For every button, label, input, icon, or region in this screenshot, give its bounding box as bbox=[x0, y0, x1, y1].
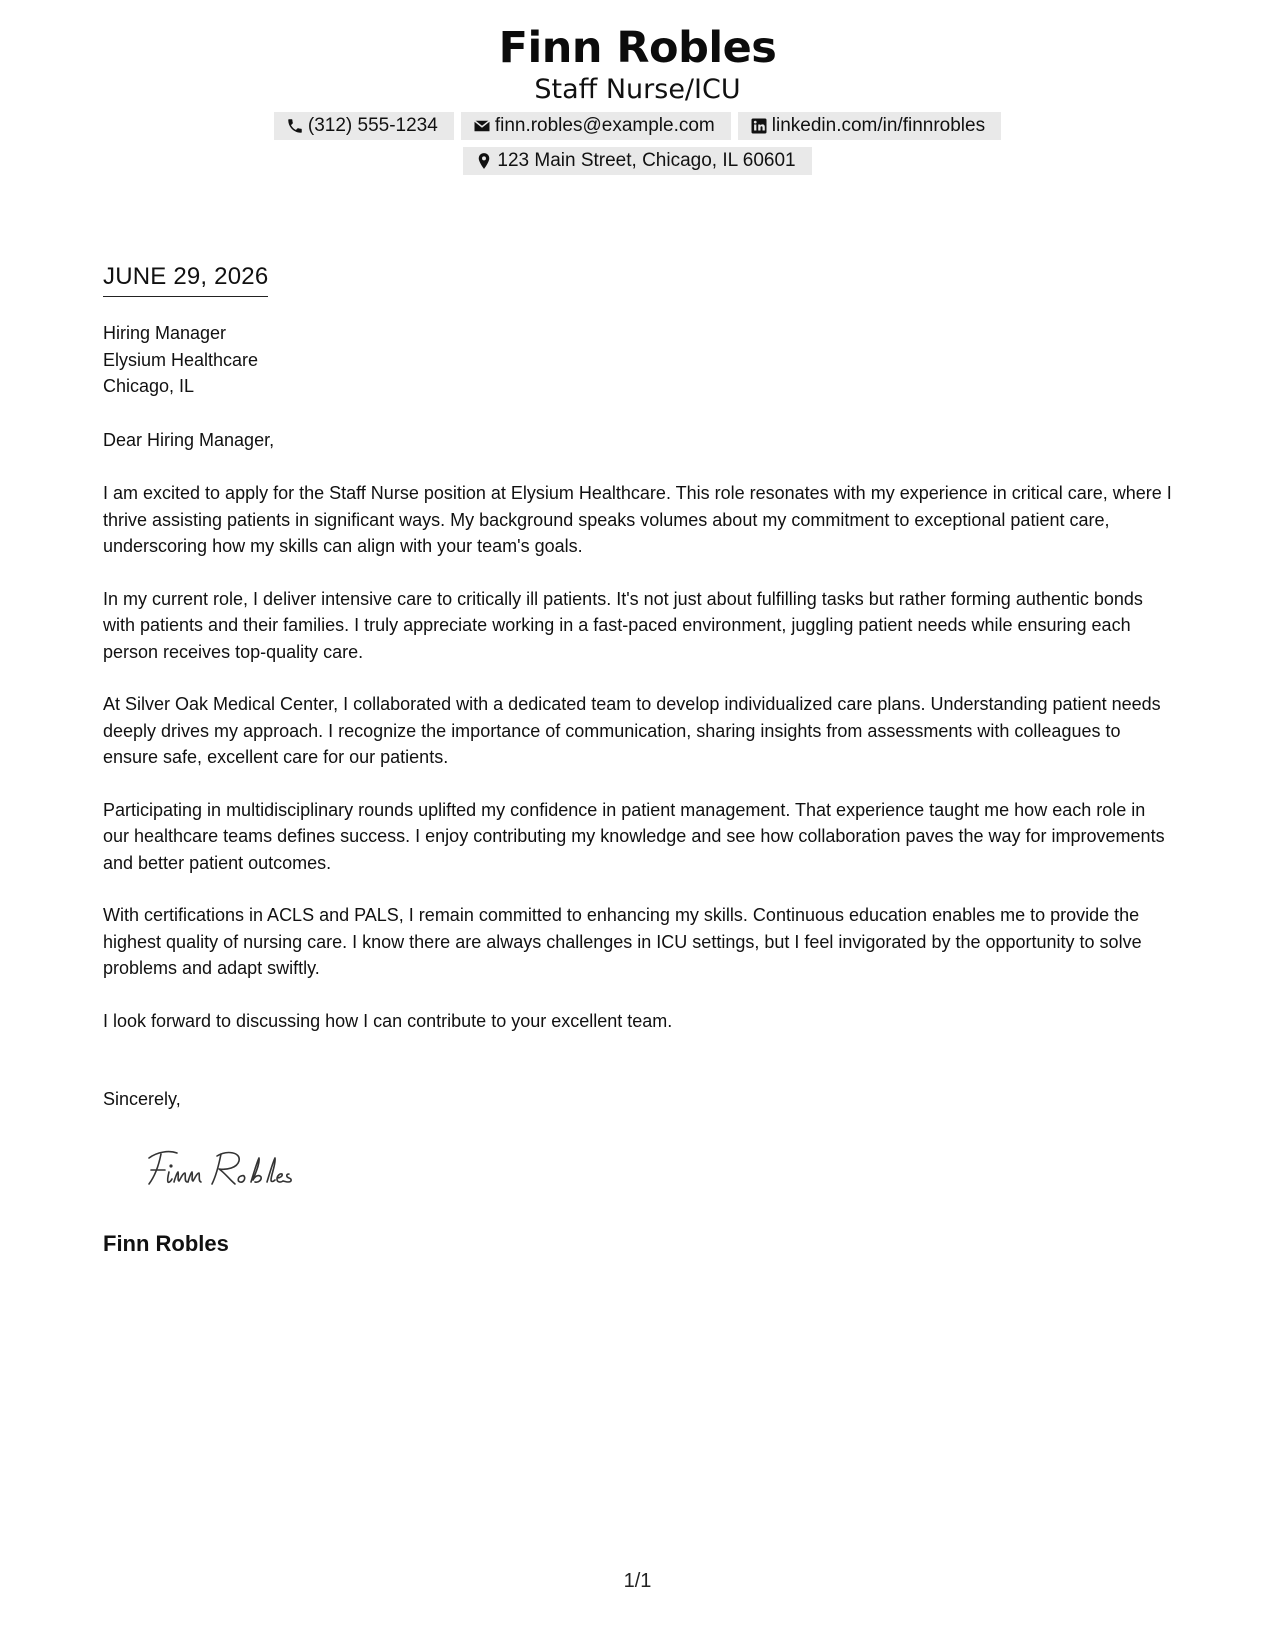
body-paragraph: I look forward to discussing how I can contribute to your excellent team. bbox=[103, 1010, 673, 1031]
letter-date: JUNE 29, 2026 bbox=[103, 262, 268, 297]
letter-body bbox=[103, 480, 1175, 1060]
recipient-line: Hiring Manager bbox=[103, 323, 227, 343]
linkedin-text[interactable]: linkedin.com/in/finnrobles bbox=[771, 115, 986, 136]
body-paragraph: I am excited to apply for the Staff Nurse position at Elysium Healthcare. This role resonates with my experience in critical care, where I thrive assisting patients in significant ways. My background speaks volumes about my commitment to exceptional patient care, underscoring how my skills can align with your team's goals. bbox=[103, 483, 1172, 556]
recipient-line: Chicago, IL bbox=[103, 376, 195, 396]
body-paragraph: At Silver Oak Medical Center, I collaborated with a dedicated team to develop individualized care plans. Understanding patient needs deeply drives my approach. I recognize the importance of communication, sharing insights from assessments with colleagues to ensure safe, excellent care for our patients. bbox=[103, 694, 1161, 767]
body-paragraph: With certifications in ACLS and PALS, I remain committed to enhancing my skills. Continuous education enables me to provide the highest quality of nursing care. I know there are always challenges in ICU settings, but I feel invigorated by the opportunity to solve problems and adapt swiftly. bbox=[103, 905, 1142, 978]
job-title: Staff Nurse/ICU bbox=[534, 74, 741, 105]
contact-row bbox=[0, 112, 1275, 140]
contact-linkedin[interactable] bbox=[738, 112, 1001, 140]
envelope-icon bbox=[473, 117, 491, 135]
closing: Sincerely, bbox=[103, 1089, 181, 1109]
recipient-line: Elysium Healthcare bbox=[103, 349, 259, 370]
handwritten-signature bbox=[143, 1140, 333, 1196]
contact-email[interactable] bbox=[461, 112, 731, 140]
applicant-name: Finn Robles bbox=[498, 23, 777, 73]
contact-address bbox=[463, 147, 811, 175]
phone-icon bbox=[286, 117, 304, 135]
body-paragraph: Participating in multidisciplinary rounds uplifted my confidence in patient management. That experience taught me how each role in our healthcare teams defines success. I enjoy contributing my knowledge and see how collaboration paves the way for improvements and better patient outcomes. bbox=[103, 799, 1165, 873]
letter-header bbox=[0, 22, 1275, 175]
map-marker-icon bbox=[475, 152, 493, 170]
address-text: 123 Main Street, Chicago, IL 60601 bbox=[497, 150, 796, 171]
linkedin-icon bbox=[750, 117, 768, 135]
body-paragraph: In my current role, I deliver intensive care to critically ill patients. It's not just about fulfilling tasks but rather forming authentic bonds with patients and their families. I truly appreciate working in a fast-paced environment, juggling patient needs while ensuring each person receives top-quality care. bbox=[103, 588, 1143, 662]
address-row bbox=[0, 147, 1275, 175]
recipient-block bbox=[103, 320, 1175, 400]
phone-text: (312) 555-1234 bbox=[307, 115, 438, 136]
email-text[interactable]: finn.robles@example.com bbox=[494, 115, 715, 136]
contact-phone bbox=[274, 112, 454, 140]
signer-name: Finn Robles bbox=[103, 1231, 229, 1256]
salutation: Dear Hiring Manager, bbox=[103, 430, 275, 450]
page-number: 1/1 bbox=[623, 1570, 652, 1592]
